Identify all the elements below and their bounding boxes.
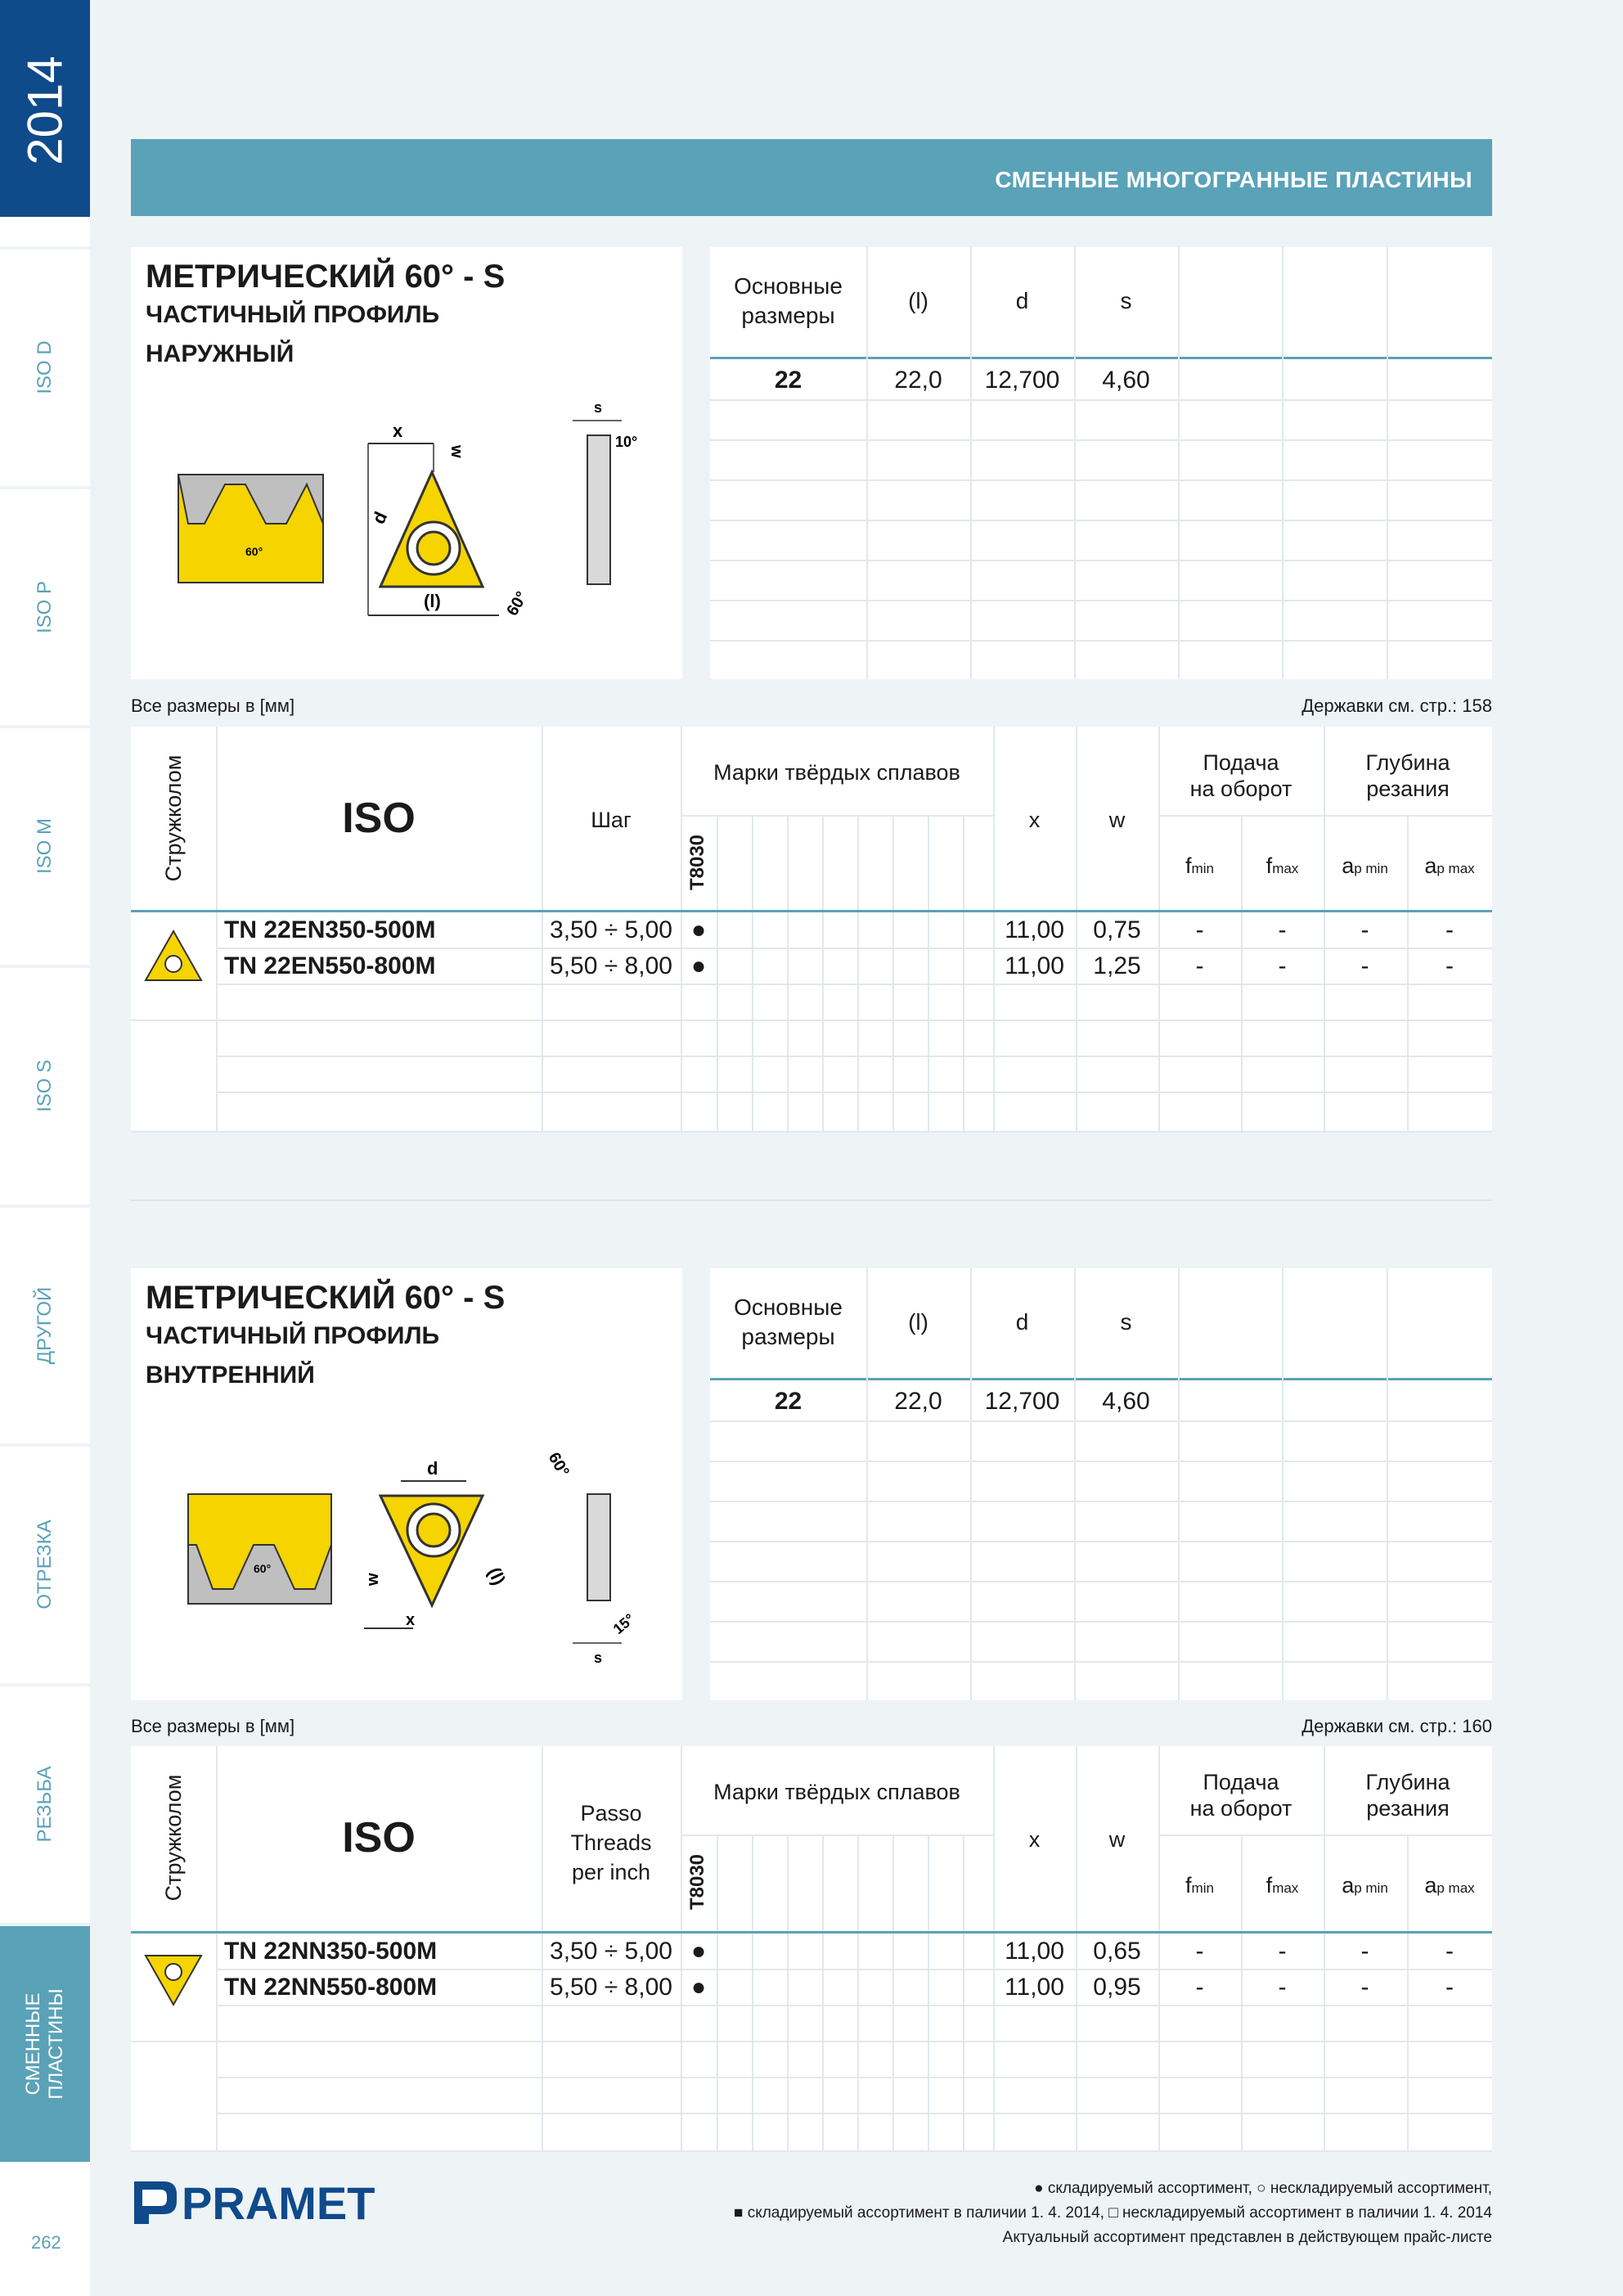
header-w: w <box>1108 808 1126 832</box>
dim-l-label: (l) <box>424 591 441 611</box>
row-line <box>710 520 1492 521</box>
row-line <box>131 1131 1492 1132</box>
product-fmax: - <box>1278 1938 1287 1965</box>
tip-angle-label: 60° <box>544 1449 573 1480</box>
col-line <box>1282 247 1284 679</box>
row-line <box>681 815 993 817</box>
thread-angle-label: 60° <box>254 1562 272 1575</box>
product-grade-mark: ● <box>690 1974 707 2001</box>
col-line <box>717 815 718 1132</box>
side-angle-label: 15° <box>609 1610 638 1638</box>
product-grade-mark: ● <box>690 952 707 979</box>
product-code[interactable]: TN 22NN550-800M <box>224 1974 438 2001</box>
section-divider <box>131 1200 1492 1201</box>
product-pitch: 3,50 ÷ 5,00 <box>550 916 672 943</box>
dim-x-label: x <box>406 1611 416 1629</box>
logo-text: PRAMET <box>182 2177 375 2226</box>
header-apmax: ap max <box>1424 853 1475 878</box>
tab-divider <box>0 246 90 250</box>
header-feed: Подача на оборот <box>1189 750 1293 801</box>
row-line <box>216 1092 1492 1093</box>
dims-size: 22 <box>774 367 803 394</box>
product-fmin: - <box>1195 1974 1204 2001</box>
header-fmax: fmax <box>1266 1873 1299 1898</box>
header-grade-t8030: T8030 <box>686 834 708 891</box>
col-line <box>928 1835 929 2152</box>
product-code[interactable]: TN 22EN350-500M <box>224 916 436 943</box>
product-code[interactable]: TN 22NN350-500M <box>224 1938 438 1965</box>
dim-w-label: w <box>447 445 465 458</box>
header-fmin: fmin <box>1185 853 1214 878</box>
col-line <box>1387 1268 1388 1700</box>
product-fmax: - <box>1278 952 1287 979</box>
insert-icon <box>142 1951 205 2008</box>
col-line <box>752 1835 753 2152</box>
tab-other[interactable] <box>0 1208 90 1443</box>
dim-x-label: x <box>393 421 403 441</box>
dim-s-label: s <box>594 399 603 416</box>
row-line <box>1158 1835 1492 1836</box>
dims-l-value: 22,0 <box>894 1388 942 1415</box>
row-line <box>216 2005 1492 2006</box>
tab-divider <box>0 725 90 728</box>
dims-header-s: s <box>1120 1309 1132 1335</box>
row-line <box>216 948 1492 949</box>
product-fmin: - <box>1195 1938 1204 1965</box>
tab-label <box>22 1988 68 2100</box>
dim-d-label: d <box>427 1458 438 1479</box>
row-line <box>710 560 1492 561</box>
product-apmax: - <box>1445 1938 1454 1965</box>
page-number: 262 <box>31 2232 61 2253</box>
insert-info-box <box>131 1268 682 1700</box>
product-x: 11,00 <box>1005 1974 1064 2001</box>
tab-label: ДРУГОЙ <box>34 1286 56 1365</box>
pramet-logo-icon <box>131 2177 401 2226</box>
product-pitch: 3,50 ÷ 5,00 <box>550 1938 672 1965</box>
year-badge <box>0 0 90 217</box>
header-apmax: ap max <box>1424 1873 1475 1898</box>
product-x: 11,00 <box>1005 916 1064 943</box>
dims-header-l: (l) <box>908 288 928 313</box>
dim-s-label: s <box>594 1650 603 1666</box>
section-title: МЕТРИЧЕСКИЙ 60° - S <box>146 259 506 295</box>
legend-footer <box>734 2177 1492 2250</box>
row-line <box>1158 815 1492 817</box>
header-depth: Глубина резания <box>1365 750 1450 801</box>
sidebar <box>0 0 90 2296</box>
row-line <box>710 1501 1492 1502</box>
tab-label-line2: ПЛАСТИНЫ <box>45 1988 67 2100</box>
row-line <box>710 1581 1492 1582</box>
product-w: 0,65 <box>1093 1938 1141 1965</box>
row-line <box>216 1056 1492 1057</box>
row-line <box>216 2113 1492 2114</box>
tab-iso-p[interactable] <box>0 489 90 725</box>
col-line <box>857 815 859 1132</box>
row-line <box>710 1621 1492 1623</box>
row-line <box>131 2150 1492 2152</box>
product-x: 11,00 <box>1005 952 1064 979</box>
product-fmin: - <box>1195 952 1204 979</box>
product-apmax: - <box>1445 952 1454 979</box>
col-line <box>216 727 218 1132</box>
product-x: 11,00 <box>1005 1938 1064 1965</box>
product-fmax: - <box>1278 1974 1287 2001</box>
dimensions-table <box>710 247 1492 679</box>
header-iso: ISO <box>342 1814 416 1862</box>
row-line <box>131 2041 1492 2042</box>
header-iso: ISO <box>342 795 416 842</box>
dim-d-label: d <box>367 508 392 528</box>
header-feed: Подача на оборот <box>1189 1770 1293 1821</box>
header-apmin: ap min <box>1342 853 1388 878</box>
row-line <box>710 479 1492 481</box>
insert-diagram <box>131 1268 682 1700</box>
col-line <box>1282 1268 1284 1700</box>
insert-side-view <box>573 399 637 584</box>
row-line <box>216 1969 1492 1970</box>
row-line <box>216 984 1492 985</box>
product-w: 0,95 <box>1093 1974 1141 2001</box>
section-header <box>131 139 1492 216</box>
products-table <box>131 1746 1492 2152</box>
dims-header-s: s <box>1120 288 1132 313</box>
dims-header-l: (l) <box>908 1309 928 1335</box>
row-line <box>710 1541 1492 1542</box>
product-grade-mark: ● <box>690 1938 707 1965</box>
thread-angle-label: 60° <box>245 545 263 558</box>
tab-divider <box>0 965 90 968</box>
col-line <box>752 815 753 1132</box>
legend-line: Актуальный ассортимент представлен в действующем прайс-листе <box>1002 2229 1492 2246</box>
section-subtitle: ЧАСТИЧНЫЙ ПРОФИЛЬ <box>146 301 440 328</box>
header-chipbreaker: Стружколом <box>161 1774 186 1902</box>
col-line <box>1178 247 1180 679</box>
product-apmax: - <box>1445 916 1454 943</box>
header-grades: Марки твёрдых сплавов <box>713 1780 960 1804</box>
header-title: СМЕННЫЕ МНОГОГРАННЫЕ ПЛАСТИНЫ <box>995 167 1472 192</box>
col-line <box>963 1835 964 2152</box>
tip-angle-label: 60° <box>503 588 532 619</box>
row-line <box>710 1420 1492 1422</box>
tab-label: ISO P <box>34 580 56 634</box>
thread-profile-drawing <box>188 1494 331 1604</box>
section-subtitle: ЧАСТИЧНЫЙ ПРОФИЛЬ <box>146 1322 440 1349</box>
header-grades: Марки твёрдых сплавов <box>713 760 960 785</box>
header-w: w <box>1108 1827 1126 1852</box>
col-line <box>822 1835 824 2152</box>
col-line <box>892 815 894 1132</box>
header-grade-t8030: T8030 <box>686 1853 708 1911</box>
header-pitch: Шаг <box>591 808 632 832</box>
header-depth: Глубина резания <box>1365 1770 1450 1821</box>
product-apmin: - <box>1360 1938 1369 1965</box>
tab-divider <box>0 1443 90 1447</box>
product-pitch: 5,50 ÷ 8,00 <box>550 952 672 979</box>
dims-l-value: 22,0 <box>894 367 942 394</box>
tab-iso-s[interactable] <box>0 968 90 1204</box>
col-line <box>928 815 929 1132</box>
legend-line: ■ складируемый ассортимент в паличии 1. 4. 2014, □ нескладируемый ассортимент в паличии 1. 4. 2014 <box>733 2204 1492 2222</box>
col-line <box>822 815 824 1132</box>
tab-divider <box>0 1923 90 1926</box>
tab-label: ISO S <box>34 1059 56 1113</box>
dims-header-d: d <box>1015 288 1029 313</box>
col-line <box>963 815 964 1132</box>
products-table <box>131 727 1492 1132</box>
tab-parting[interactable] <box>0 1447 90 1682</box>
dims-size: 22 <box>774 1388 803 1415</box>
section-subtitle-type: НАРУЖНЫЙ <box>146 340 294 367</box>
col-line <box>216 1746 218 2152</box>
header-apmin: ap min <box>1342 1873 1388 1898</box>
tab-label: ОТРЕЗКА <box>34 1519 56 1609</box>
year-label: 2014 <box>17 56 73 165</box>
insert-icon <box>142 928 205 985</box>
row-line <box>131 1020 1492 1021</box>
product-w: 0,75 <box>1093 916 1141 943</box>
insert-side-view <box>573 1494 637 1666</box>
col-line <box>857 1835 859 2152</box>
product-apmin: - <box>1360 1974 1369 2001</box>
section-subtitle-type: ВНУТРЕННИЙ <box>146 1362 315 1389</box>
insert-info-box <box>131 247 682 679</box>
col-line <box>717 1835 718 2152</box>
col-line <box>892 1835 894 2152</box>
product-code[interactable]: TN 22EN550-800M <box>224 952 436 979</box>
header-chipbreaker: Стружколом <box>161 754 186 882</box>
product-apmax: - <box>1445 1974 1454 2001</box>
dims-d-value: 12,700 <box>984 1388 1060 1415</box>
tab-label-line1: СМЕННЫЕ <box>22 1992 44 2096</box>
row-line <box>710 439 1492 441</box>
insert-diagram <box>131 247 682 679</box>
product-fmin: - <box>1195 916 1204 943</box>
holders-ref[interactable]: Державки см. стр.: 160 <box>1302 1716 1492 1736</box>
section-title: МЕТРИЧЕСКИЙ 60° - S <box>146 1280 506 1316</box>
header-x: x <box>1028 1827 1041 1852</box>
units-note: Все размеры в [мм] <box>131 1716 295 1736</box>
thread-profile-drawing <box>178 475 323 583</box>
tab-iso-m[interactable] <box>0 728 90 964</box>
dims-header-main: Основные размеры <box>734 273 843 328</box>
col-line <box>1178 1268 1180 1700</box>
dims-s-value: 4,60 <box>1102 1388 1150 1415</box>
legend-line: ● складируемый ассортимент, ○ нескладируемый ассортимент, <box>1034 2180 1492 2197</box>
dims-d-value: 12,700 <box>984 367 1060 394</box>
row-line <box>710 640 1492 642</box>
row-line <box>681 1835 993 1836</box>
product-w: 1,25 <box>1093 952 1141 979</box>
dimensions-table <box>710 1268 1492 1700</box>
tab-label: РЕЗЬБА <box>34 1766 56 1843</box>
row-line <box>710 1661 1492 1663</box>
tab-divider <box>0 1683 90 1686</box>
dims-header-d: d <box>1015 1309 1029 1335</box>
header-underline <box>131 910 1492 912</box>
pramet-logo <box>131 2177 401 2230</box>
insert-triangle-drawing <box>364 1450 573 1630</box>
dim-w-label: w <box>364 1573 382 1586</box>
row-line <box>710 1461 1492 1462</box>
col-line <box>787 1835 789 2152</box>
header-fmin: fmin <box>1185 1873 1214 1898</box>
header-x: x <box>1028 808 1041 832</box>
holders-ref[interactable]: Державки см. стр.: 158 <box>1302 696 1492 716</box>
dims-s-value: 4,60 <box>1102 367 1150 394</box>
tab-iso-d[interactable] <box>0 250 90 485</box>
col-line <box>787 815 789 1132</box>
product-apmin: - <box>1360 952 1369 979</box>
tab-label: ISO M <box>34 817 56 875</box>
header-fmax: fmax <box>1266 853 1299 878</box>
product-fmax: - <box>1278 916 1287 943</box>
units-note: Все размеры в [мм] <box>131 696 295 716</box>
product-apmin: - <box>1360 916 1369 943</box>
product-pitch: 5,50 ÷ 8,00 <box>550 1974 672 2001</box>
row-line <box>710 600 1492 601</box>
tab-label: ISO D <box>34 340 56 394</box>
dim-l-label: (l) <box>483 1564 510 1588</box>
side-angle-label: 10° <box>615 434 638 450</box>
tab-divider <box>0 1204 90 1208</box>
header-underline <box>131 1931 1492 1934</box>
product-grade-mark: ● <box>690 916 707 943</box>
dims-header-main: Основные размеры <box>734 1294 843 1349</box>
tab-threading[interactable] <box>0 1686 90 1922</box>
tab-divider <box>0 486 90 489</box>
insert-triangle-drawing <box>368 421 532 619</box>
col-line <box>1387 247 1388 679</box>
row-line <box>710 399 1492 401</box>
tab-inserts[interactable] <box>0 1926 90 2162</box>
row-line <box>216 2077 1492 2078</box>
header-pitch-threads: Passo Threads per inch <box>570 1801 652 1884</box>
